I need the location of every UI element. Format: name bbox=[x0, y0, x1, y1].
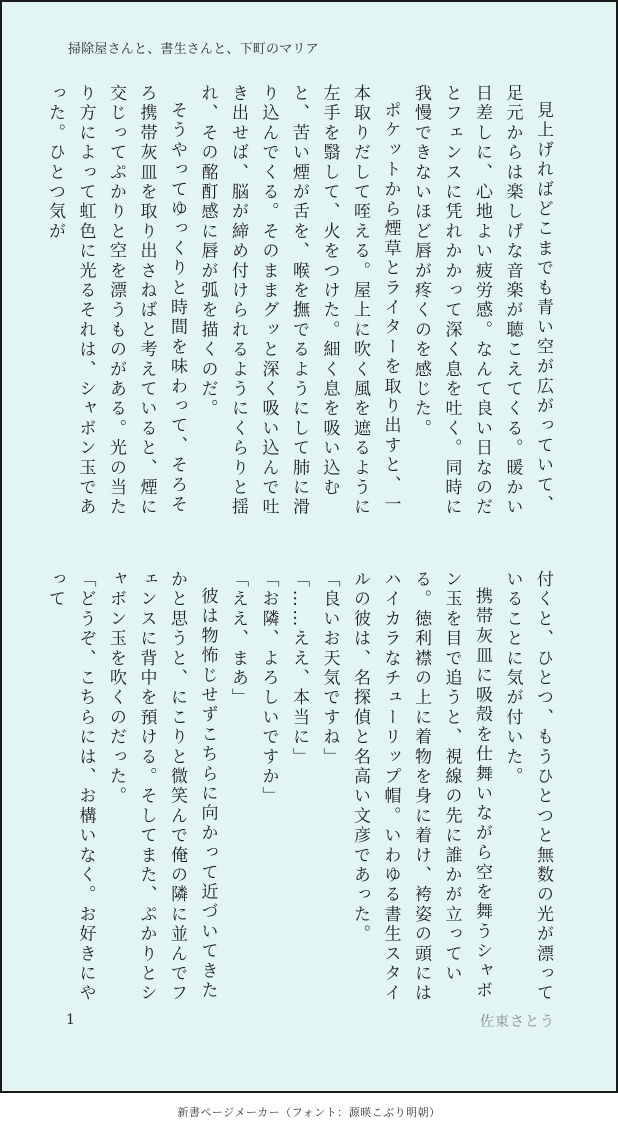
text-block-lower bbox=[45, 570, 558, 1010]
page-number: 1 bbox=[66, 1012, 75, 1028]
dialogue-line: 「……ええ、本当に」 bbox=[289, 570, 309, 767]
maker-credit: 新書ページメーカー（フォント：源暎こぶり明朝） bbox=[177, 1106, 441, 1119]
dialogue-line: 「ええ、まあ」 bbox=[228, 570, 248, 708]
author-name: 佐東さとう bbox=[480, 1014, 555, 1030]
dialogue-line: 「どうぞ、こちらには、お構いなく。お好きにやって bbox=[45, 570, 96, 1004]
paragraph: 彼は物怖じせずこちらに向かって近づいてきたかと思うと、にこりと微笑んで俺の隣に並んでフェンスに背中を預ける。そしてまた、ぷかりとシャボン玉を吹くのだった。 bbox=[106, 570, 218, 1004]
dialogue-line: 「お隣、よろしいですか」 bbox=[258, 570, 279, 807]
running-head: 掃除屋さんと、書生さんと、下町のマリア bbox=[68, 42, 319, 57]
paragraph: そうやってゆっくりと時間を味わって、そろそろ携帯灰皿を取り出さねばと考えていると、煙に交じってぷかりと空を漂うものがある。光の当たり方によって虹色に光るそれは、シャボン玉であった。ひとつ気が bbox=[45, 84, 187, 518]
paragraph: 携帯灰皿に吸殻を仕舞いながら空を舞うシャボン玉を目で追うと、視線の先に誰かが立っている。徳利襟の上に着物を身に着け、袴姿の頭にはハイカラなチューリップ帽。いわゆる書生スタイルの彼は、名探偵と名高い文彦であった。 bbox=[350, 570, 492, 1004]
paragraph: ポケットから煙草とライターを取り出すと、一本取りだして咥える。屋上に吹く風を遮るように左手を翳して、火をつけた。細く息を吸い込むと、苦い煙が舌を、喉を撫でるようにして肺に滑り込んでくる。そのままグッと深く吸い込んで吐き出せば、脳が締め付けられるようにくらりと揺れ、その酩酊感に唇が弧を描くのだ。 bbox=[197, 84, 401, 518]
paragraph: 付くと、ひとつ、もうひとつと無数の光が漂っていることに気が付いた。 bbox=[502, 570, 553, 1004]
text-block-upper bbox=[45, 84, 558, 524]
dialogue-line: 「良いお天気ですね」 bbox=[319, 570, 340, 767]
paragraph: 見上げればどこまでも青い空が広がっていて、足元からは楽しげな音楽が聴こえてくる。暖かい日差しに、心地よい疲労感。なんて良い日なのだとフェンスに凭れかかって深く息を吐く。同時に我慢できないほど唇が疼くのを感じた。 bbox=[411, 84, 553, 518]
